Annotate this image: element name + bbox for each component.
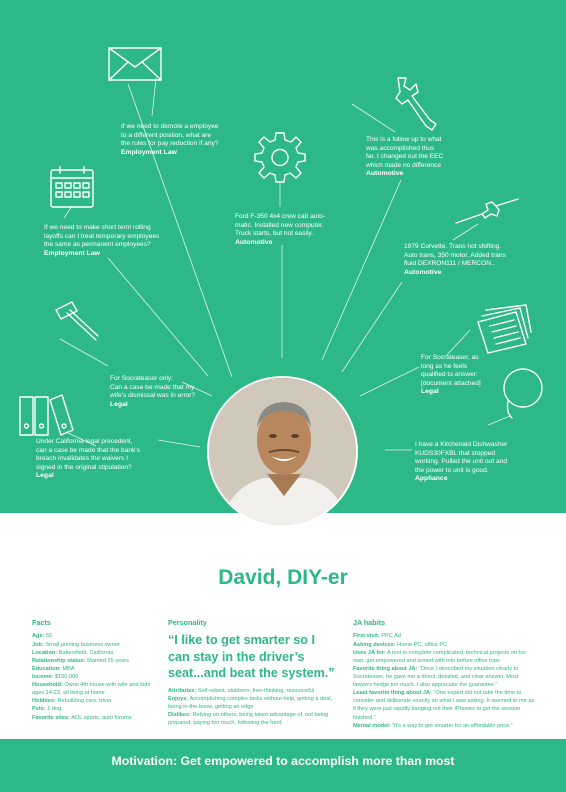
fact-row: Job: Small printing business owner xyxy=(32,641,120,648)
calendar-icon xyxy=(50,166,94,208)
fact-row: Education: MBA xyxy=(32,665,75,672)
screwdriver-icon xyxy=(452,196,520,226)
habit-row: Favorite thing about JA: “Once I described my situation clearly to Socrateaser, he gave me a direct, detailed, and clear answer. Most lawyers hedge too much. I also appreciate the guarantee.” xyxy=(353,665,519,689)
category-label: Employment Law xyxy=(121,148,177,156)
persona-quote: “I like to get smarter so I can stay in the driver’s seat...and beat the system.” xyxy=(168,633,335,680)
question-socrateaser-document: For Socrateaser, as long as he feels qualified to answer: [document attached] Legal xyxy=(421,354,481,396)
category-label: Automotive xyxy=(366,170,404,178)
facts-column xyxy=(32,618,154,722)
ja-habits-heading: JA habits xyxy=(353,618,386,627)
binders-icon xyxy=(18,392,74,436)
persona-portrait-photo xyxy=(207,376,358,527)
category-label: Legal xyxy=(110,400,128,408)
question-dishwasher: I have a Kitchenaid Dishwasher KUDS30FXBL that stopped working. Pulled the unit out and the power to unit is good. Appliance xyxy=(415,441,508,483)
facts-heading: Facts xyxy=(32,618,51,627)
question-ford-f350: Ford F-350 4x4 crew cab auto- matic. Installed new computer. Truck starts, but not easily. Automotive xyxy=(235,213,326,246)
category-label: Automotive xyxy=(235,238,273,246)
gavel-icon xyxy=(50,300,100,344)
fact-row: Pets: 1 dog xyxy=(32,706,62,713)
ja-habits-column xyxy=(353,618,535,730)
motivation-banner: Motivation: Get empowered to accomplish more than most xyxy=(0,739,566,792)
fact-row: Hobbies: Rebuilding cars, trivia xyxy=(32,698,111,705)
wrench-icon xyxy=(392,74,440,134)
category-label: Legal xyxy=(36,472,54,480)
fact-row: Age: 55 xyxy=(32,633,53,640)
habit-row: Least favorite thing about JA: “One expert did not take the time to consider and deliberate exactly on what I was asking. It seemed to me as if they were just rapidly banging out their iPhones to get the session finished.” xyxy=(353,690,535,721)
personality-row: Enjoys: Accomplishing complex tasks without help, getting a deal, being in-the-know, getting an edge xyxy=(168,695,333,710)
habit-row: Asking devices: Home PC, office PC xyxy=(353,641,448,648)
category-label: Appliance xyxy=(415,475,448,483)
personality-row: Dislikes: Relying on others, being taken advantage of, not being prepared, paying too much, following the herd xyxy=(168,712,329,727)
question-rolling-layoffs: If we need to make short term rolling layoffs can I treat temporary employees the same as permanent employees? Employment Law xyxy=(44,224,160,257)
ball-icon xyxy=(502,367,544,419)
fact-row: Household: Owns 4th house with wife and kids ages 14-23, all living at home xyxy=(32,682,151,697)
fact-row: Favorite sites: AOL sports, auto forums xyxy=(32,714,132,721)
documents-icon xyxy=(476,304,532,354)
personality-column xyxy=(168,618,340,727)
personality-heading: Personality xyxy=(168,618,207,627)
fact-row: Location: Bakersfield, California xyxy=(32,649,114,656)
question-demote-employee: If we need to demote a employee to a different position, what are the rules for pay reduction if any? Employment Law xyxy=(121,123,219,156)
question-wife-dismissal: For Socrateaser only: Can a case be made that my wife's dismissal was in error? Legal xyxy=(110,375,196,408)
category-label: Employment Law xyxy=(44,249,100,257)
habit-row: Uses JA for: A tool to complete complicated, technical projects on his own, get empowered and armed with info before office trips xyxy=(353,649,526,664)
category-label: Automotive xyxy=(404,268,442,276)
question-eec-followup: This is a follow up to what was accomplished thus far. I changed out the EEC which made no difference Automotive xyxy=(366,136,444,178)
category-label: Legal xyxy=(421,388,439,396)
fact-row: Income: $150,000 xyxy=(32,673,79,680)
envelope-icon xyxy=(108,47,162,81)
habit-row: Mental model: “It’s a way to get smarter for an affordable price.” xyxy=(353,722,513,729)
fact-row: Relationship status: Married 25 years xyxy=(32,657,130,664)
personality-row: Attributes: Self-reliant, stubborn, free-thinking, resourceful xyxy=(168,687,315,694)
question-california-precedent: Under California legal precedent, can a case be made that the bank's breach invalidates the waivers I signed in the original stipulation? Legal xyxy=(36,438,140,480)
persona-name: David, DIY-er xyxy=(218,566,348,589)
gear-icon xyxy=(254,131,306,183)
habit-row: First visit: PPC Ad xyxy=(353,633,401,640)
question-corvette: 1979 Corvette. Trans not shifting. Auto trans, 350 motor. Added trans fluid DEXRON111 / MERCON.. Automotive xyxy=(404,243,506,276)
